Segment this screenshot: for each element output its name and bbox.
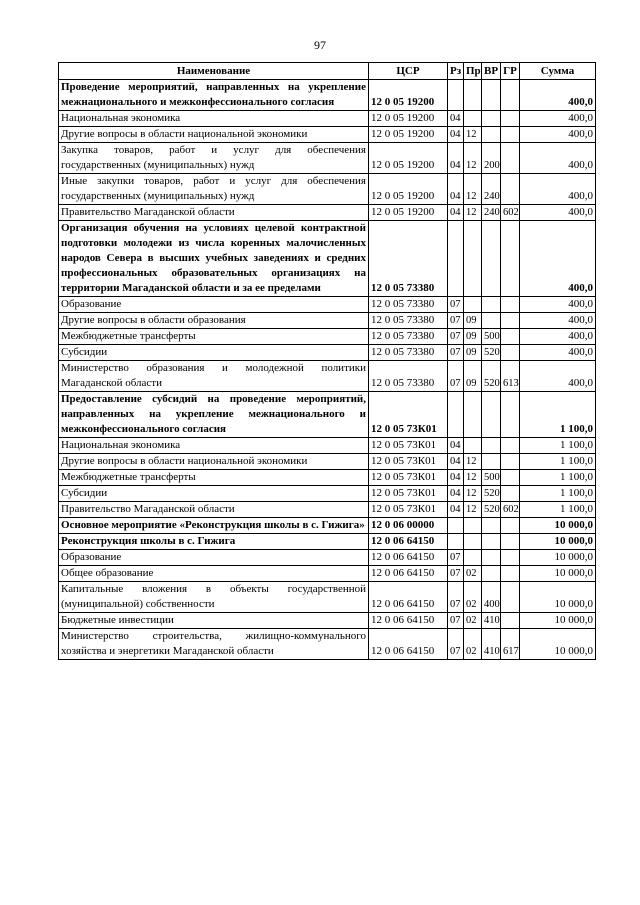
cell-gr [501, 566, 520, 582]
cell-pr: 09 [464, 361, 482, 392]
cell-sum: 10 000,0 [520, 582, 596, 613]
cell-gr [501, 329, 520, 345]
header-sum: Сумма [520, 63, 596, 80]
cell-csr: 12 0 05 73380 [369, 297, 448, 313]
cell-gr [501, 438, 520, 454]
cell-vr [482, 518, 501, 534]
cell-name: Министерство образования и молодежной политики Магаданской области [59, 361, 369, 392]
cell-name: Общее образование [59, 566, 369, 582]
cell-pr: 09 [464, 329, 482, 345]
cell-rz: 07 [448, 345, 464, 361]
cell-sum: 400,0 [520, 127, 596, 143]
cell-csr: 12 0 05 19200 [369, 127, 448, 143]
cell-sum: 1 100,0 [520, 454, 596, 470]
table-row [59, 470, 596, 486]
cell-csr: 12 0 06 64150 [369, 534, 448, 550]
cell-gr: 602 [501, 502, 520, 518]
cell-name: Субсидии [59, 486, 369, 502]
cell-name: Образование [59, 550, 369, 566]
cell-vr [482, 534, 501, 550]
cell-name: Организация обучения на условиях целевой контрактной подготовки молодежи из числа коренных малочисленных народов Севера в высших учебных заведениях и средних профессиональных образовательных организациях на территории Магаданской области и за ее пределами [59, 221, 369, 297]
cell-vr [482, 127, 501, 143]
table-row [59, 127, 596, 143]
cell-csr: 12 0 05 73380 [369, 345, 448, 361]
cell-rz: 07 [448, 613, 464, 629]
cell-rz: 07 [448, 297, 464, 313]
cell-sum: 10 000,0 [520, 613, 596, 629]
table-row [59, 486, 596, 502]
cell-pr [464, 518, 482, 534]
cell-csr: 12 0 05 19200 [369, 143, 448, 174]
cell-vr: 240 [482, 174, 501, 205]
cell-vr: 240 [482, 205, 501, 221]
cell-pr: 12 [464, 174, 482, 205]
cell-sum: 400,0 [520, 329, 596, 345]
cell-pr: 02 [464, 613, 482, 629]
cell-rz [448, 518, 464, 534]
cell-csr: 12 0 05 73380 [369, 221, 448, 297]
cell-gr [501, 111, 520, 127]
cell-gr [501, 345, 520, 361]
cell-sum: 400,0 [520, 297, 596, 313]
cell-rz: 04 [448, 486, 464, 502]
cell-rz: 04 [448, 502, 464, 518]
cell-vr [482, 566, 501, 582]
cell-rz: 07 [448, 582, 464, 613]
cell-rz [448, 221, 464, 297]
cell-vr: 400 [482, 582, 501, 613]
cell-gr [501, 80, 520, 111]
table-row [59, 297, 596, 313]
cell-name: Проведение мероприятий, направленных на укрепление межнационального и межконфессионального согласия [59, 80, 369, 111]
cell-vr [482, 297, 501, 313]
cell-csr: 12 0 05 19200 [369, 111, 448, 127]
cell-gr [501, 550, 520, 566]
cell-gr [501, 392, 520, 438]
table-row [59, 613, 596, 629]
cell-pr [464, 111, 482, 127]
header-name: Наименование [59, 63, 369, 80]
cell-name: Правительство Магаданской области [59, 205, 369, 221]
cell-csr: 12 0 06 64150 [369, 629, 448, 660]
cell-gr [501, 313, 520, 329]
cell-vr: 200 [482, 143, 501, 174]
cell-csr: 12 0 05 19200 [369, 174, 448, 205]
cell-vr [482, 80, 501, 111]
table-row [59, 313, 596, 329]
cell-name: Иные закупки товаров, работ и услуг для обеспечения государственных (муниципальных) нужд [59, 174, 369, 205]
table-row [59, 566, 596, 582]
cell-gr: 617 [501, 629, 520, 660]
header-gr: ГР [501, 63, 520, 80]
cell-pr: 02 [464, 629, 482, 660]
cell-vr [482, 550, 501, 566]
table-row [59, 392, 596, 438]
cell-name: Другие вопросы в области национальной экономики [59, 127, 369, 143]
cell-csr: 12 0 05 73380 [369, 313, 448, 329]
cell-gr [501, 127, 520, 143]
cell-name: Правительство Магаданской области [59, 502, 369, 518]
table-row [59, 174, 596, 205]
cell-vr: 520 [482, 345, 501, 361]
cell-pr: 12 [464, 205, 482, 221]
cell-name: Субсидии [59, 345, 369, 361]
cell-name: Межбюджетные трансферты [59, 329, 369, 345]
cell-sum: 10 000,0 [520, 534, 596, 550]
cell-pr [464, 392, 482, 438]
cell-gr [501, 454, 520, 470]
cell-name: Другие вопросы в области образования [59, 313, 369, 329]
cell-csr: 12 0 05 73380 [369, 329, 448, 345]
table-row [59, 111, 596, 127]
cell-pr [464, 438, 482, 454]
cell-vr [482, 111, 501, 127]
cell-vr: 410 [482, 629, 501, 660]
cell-csr: 12 0 06 64150 [369, 550, 448, 566]
cell-csr: 12 0 05 73К01 [369, 438, 448, 454]
cell-gr [501, 613, 520, 629]
header-vr: ВР [482, 63, 501, 80]
cell-vr: 500 [482, 470, 501, 486]
cell-vr: 520 [482, 502, 501, 518]
cell-vr: 520 [482, 361, 501, 392]
cell-gr [501, 143, 520, 174]
cell-pr: 12 [464, 127, 482, 143]
cell-vr [482, 221, 501, 297]
cell-rz: 04 [448, 205, 464, 221]
cell-sum: 10 000,0 [520, 629, 596, 660]
cell-sum: 1 100,0 [520, 502, 596, 518]
cell-gr [501, 221, 520, 297]
table-row [59, 518, 596, 534]
cell-name: Другие вопросы в области национальной экономики [59, 454, 369, 470]
cell-rz: 07 [448, 313, 464, 329]
cell-rz: 07 [448, 361, 464, 392]
cell-sum: 400,0 [520, 205, 596, 221]
cell-vr [482, 454, 501, 470]
cell-name: Межбюджетные трансферты [59, 470, 369, 486]
cell-sum: 1 100,0 [520, 470, 596, 486]
table-row [59, 221, 596, 297]
cell-pr: 12 [464, 454, 482, 470]
cell-sum: 10 000,0 [520, 550, 596, 566]
cell-csr: 12 0 05 73К01 [369, 486, 448, 502]
cell-vr [482, 313, 501, 329]
cell-sum: 400,0 [520, 174, 596, 205]
cell-csr: 12 0 05 73380 [369, 361, 448, 392]
cell-sum: 400,0 [520, 221, 596, 297]
cell-pr: 09 [464, 313, 482, 329]
cell-vr: 500 [482, 329, 501, 345]
cell-sum: 10 000,0 [520, 518, 596, 534]
table-row [59, 582, 596, 613]
table-row [59, 502, 596, 518]
cell-sum: 1 100,0 [520, 438, 596, 454]
cell-sum: 400,0 [520, 313, 596, 329]
cell-gr [501, 518, 520, 534]
cell-gr [501, 534, 520, 550]
table-row [59, 80, 596, 111]
cell-gr [501, 582, 520, 613]
budget-table [58, 62, 596, 660]
cell-rz: 04 [448, 454, 464, 470]
table-row [59, 629, 596, 660]
cell-sum: 400,0 [520, 111, 596, 127]
cell-name: Национальная экономика [59, 111, 369, 127]
cell-sum: 400,0 [520, 143, 596, 174]
cell-rz: 04 [448, 470, 464, 486]
header-row [59, 63, 596, 80]
table-row [59, 345, 596, 361]
cell-csr: 12 0 06 64150 [369, 566, 448, 582]
cell-pr: 12 [464, 502, 482, 518]
cell-vr: 410 [482, 613, 501, 629]
cell-gr [501, 297, 520, 313]
table-row [59, 438, 596, 454]
cell-csr: 12 0 06 64150 [369, 613, 448, 629]
cell-gr [501, 486, 520, 502]
cell-sum: 1 100,0 [520, 392, 596, 438]
cell-sum: 400,0 [520, 361, 596, 392]
cell-vr: 520 [482, 486, 501, 502]
cell-csr: 12 0 05 73К01 [369, 502, 448, 518]
cell-name: Национальная экономика [59, 438, 369, 454]
cell-pr: 09 [464, 345, 482, 361]
table-row [59, 205, 596, 221]
table-row [59, 454, 596, 470]
cell-rz [448, 80, 464, 111]
cell-vr [482, 438, 501, 454]
cell-rz: 07 [448, 566, 464, 582]
cell-rz: 07 [448, 550, 464, 566]
table-row [59, 361, 596, 392]
cell-rz: 04 [448, 127, 464, 143]
cell-name: Капитальные вложения в объекты государственной (муниципальной) собственности [59, 582, 369, 613]
cell-name: Закупка товаров, работ и услуг для обеспечения государственных (муниципальных) нужд [59, 143, 369, 174]
cell-pr: 12 [464, 470, 482, 486]
cell-csr: 12 0 05 73К01 [369, 454, 448, 470]
cell-gr [501, 470, 520, 486]
cell-name: Образование [59, 297, 369, 313]
cell-pr [464, 534, 482, 550]
cell-rz: 07 [448, 329, 464, 345]
cell-gr: 602 [501, 205, 520, 221]
table-body [59, 80, 596, 660]
cell-rz: 04 [448, 174, 464, 205]
table-row [59, 329, 596, 345]
cell-rz: 04 [448, 438, 464, 454]
cell-pr [464, 80, 482, 111]
cell-pr: 12 [464, 486, 482, 502]
cell-gr [501, 174, 520, 205]
cell-name: Реконструкция школы в с. Гижига [59, 534, 369, 550]
cell-sum: 400,0 [520, 345, 596, 361]
table-row [59, 550, 596, 566]
table-row [59, 143, 596, 174]
cell-gr: 613 [501, 361, 520, 392]
header-csr: ЦСР [369, 63, 448, 80]
page-number: 97 [314, 38, 326, 52]
cell-pr: 02 [464, 566, 482, 582]
cell-sum: 1 100,0 [520, 486, 596, 502]
cell-csr: 12 0 05 73К01 [369, 470, 448, 486]
cell-pr [464, 297, 482, 313]
cell-pr: 12 [464, 143, 482, 174]
header-rz: Рз [448, 63, 464, 80]
cell-rz: 04 [448, 111, 464, 127]
cell-pr [464, 550, 482, 566]
cell-rz: 07 [448, 629, 464, 660]
cell-csr: 12 0 05 19200 [369, 80, 448, 111]
cell-csr: 12 0 05 19200 [369, 205, 448, 221]
header-pr: Пр [464, 63, 482, 80]
cell-rz [448, 534, 464, 550]
cell-name: Основное мероприятие «Реконструкция школы в с. Гижига» [59, 518, 369, 534]
cell-csr: 12 0 06 00000 [369, 518, 448, 534]
cell-name: Предоставление субсидий на проведение мероприятий, направленных на укрепление межнационального и межконфессионального согласия [59, 392, 369, 438]
cell-sum: 400,0 [520, 80, 596, 111]
cell-csr: 12 0 05 73К01 [369, 392, 448, 438]
table-row [59, 534, 596, 550]
cell-pr: 02 [464, 582, 482, 613]
cell-name: Бюджетные инвестиции [59, 613, 369, 629]
cell-vr [482, 392, 501, 438]
cell-csr: 12 0 06 64150 [369, 582, 448, 613]
cell-rz: 04 [448, 143, 464, 174]
cell-name: Министерство строительства, жилищно-коммунального хозяйства и энергетики Магаданской области [59, 629, 369, 660]
cell-rz [448, 392, 464, 438]
cell-pr [464, 221, 482, 297]
cell-sum: 10 000,0 [520, 566, 596, 582]
